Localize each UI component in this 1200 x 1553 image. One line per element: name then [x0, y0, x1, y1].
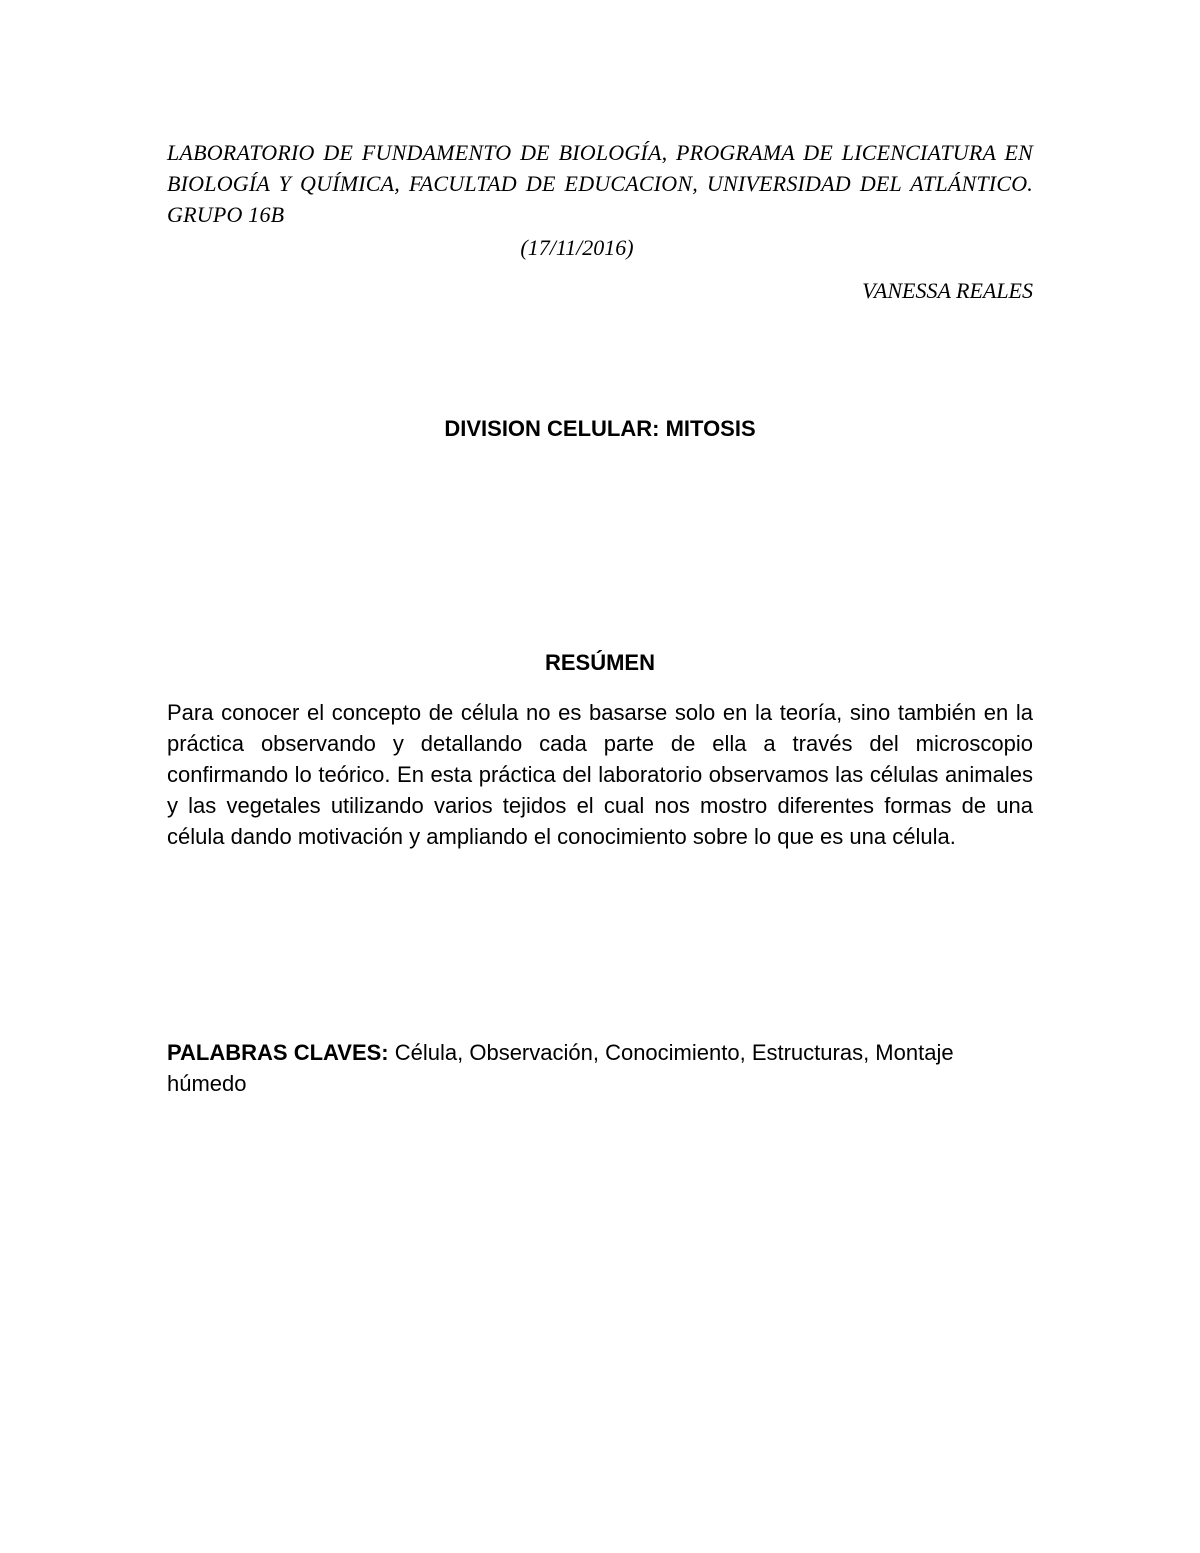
document-title: DIVISION CELULAR: MITOSIS [444, 416, 756, 441]
institution-header: LABORATORIO DE FUNDAMENTO DE BIOLOGÍA, PROGRAMA DE LICENCIATURA EN BIOLOGÍA Y QUÍMICA, FACULTAD DE EDUCACION, UNIVERSIDAD DEL ATLÁNTICO. GRUPO 16B [167, 140, 1033, 227]
author-name: VANESSA REALES [862, 278, 1033, 303]
abstract-heading: RESÚMEN [544, 650, 655, 675]
abstract-paragraph: Para conocer el concepto de célula no es basarse solo en la teoría, sino también en la práctica observando y detallando cada parte de ella a través del microscopio confirmando lo teórico. En esta práctica del laboratorio observamos las células animales y las vegetales utilizando varios tejidos el cual nos mostro diferentes formas de una célula dando motivación y ampliando el conocimiento sobre lo que es una célula. [167, 700, 1033, 849]
keywords-paragraph [167, 1037, 1033, 1099]
keywords-label: PALABRAS CLAVES: [167, 1040, 389, 1065]
document-date: (17/11/2016) [520, 235, 634, 260]
keywords-list: Célula, Observación, Conocimiento, Estructuras, Montaje húmedo [167, 1040, 954, 1096]
